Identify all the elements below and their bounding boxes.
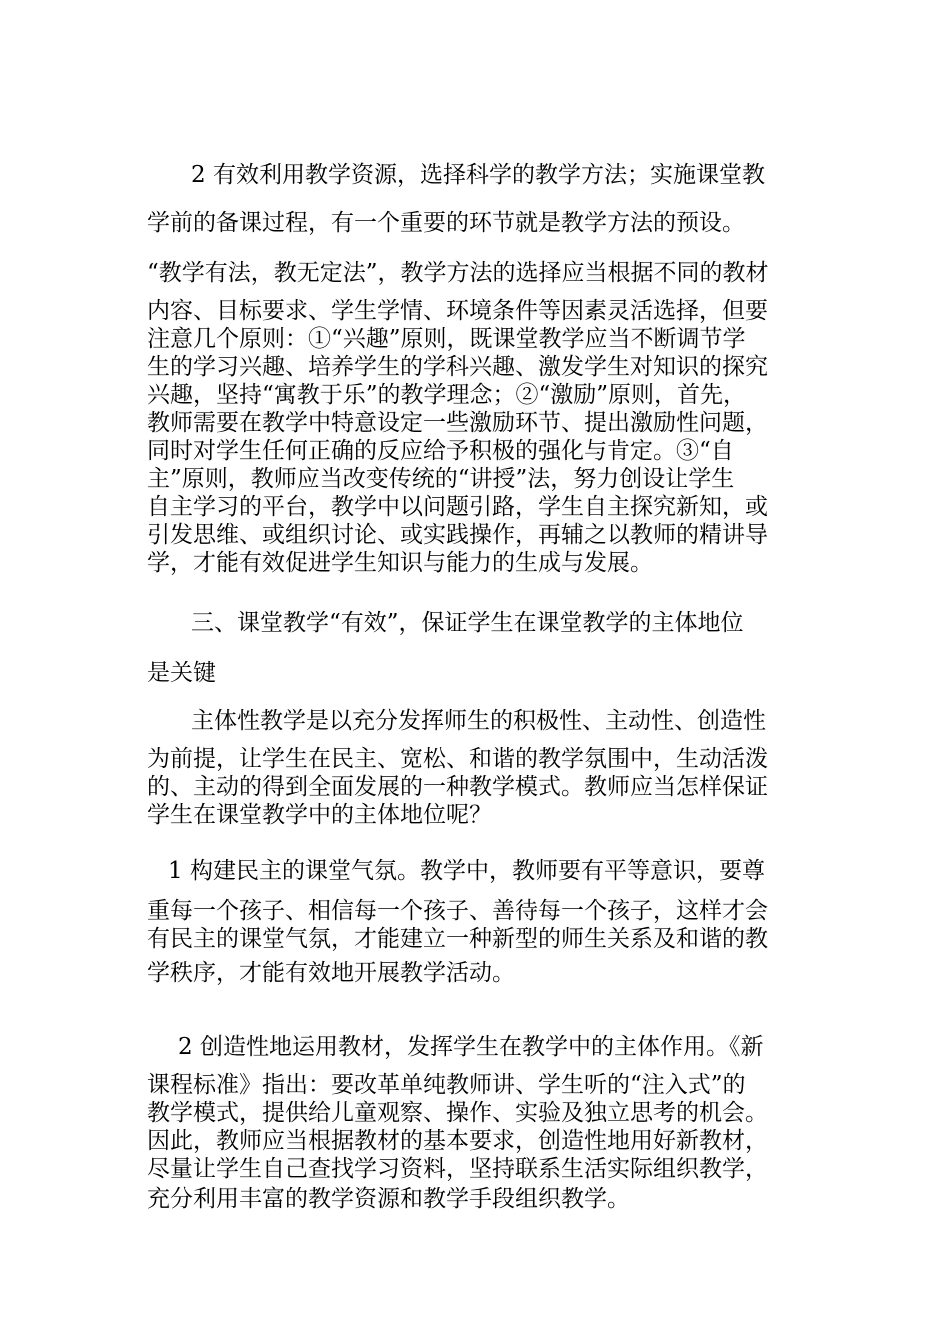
text-line: 教学模式，提供给儿童观察、操作、实验及独立思考的机会。 — [147, 1100, 768, 1126]
text-line: 2 创造性地运用教材，发挥学生在教学中的主体作用。《新 — [178, 1034, 764, 1060]
section-heading: 是关键 — [147, 660, 216, 686]
text-line: 引发思维、或组织讨论、或实践操作，再辅之以教师的精讲导 — [147, 522, 768, 548]
text-line: 学秩序，才能有效地开展教学活动。 — [147, 960, 515, 986]
text-line: 因此，教师应当根据教材的基本要求，创造性地用好新教材， — [147, 1128, 768, 1154]
text-line: 生的学习兴趣、培养学生的学科兴趣、激发学生对知识的探究 — [147, 354, 768, 380]
text-line: 教师需要在教学中特意设定一些激励环节、提出激励性问题， — [147, 410, 768, 436]
text-line: 重每一个孩子、相信每一个孩子、善待每一个孩子，这样才会 — [147, 898, 768, 924]
text-line: 充分利用丰富的教学资源和教学手段组织教学。 — [147, 1186, 630, 1212]
text-line: 学生在课堂教学中的主体地位呢？ — [147, 802, 492, 828]
text-line: 的、主动的得到全面发展的一种教学模式。教师应当怎样保证 — [147, 774, 768, 800]
text-line: 有民主的课堂气氛，才能建立一种新型的师生关系及和谐的教 — [147, 926, 768, 952]
text-line: 课程标准》指出：要改革单纯教师讲、学生听的“注入式”的 — [147, 1072, 746, 1098]
text-line: 学前的备课过程，有一个重要的环节就是教学方法的预设。 — [147, 210, 745, 236]
text-line: 1 构建民主的课堂气氛。教学中，教师要有平等意识，要尊 — [168, 858, 765, 884]
text-line: 2 有效利用教学资源，选择科学的教学方法；实施课堂教 — [191, 162, 765, 188]
text-line: 同时对学生任何正确的反应给予积极的强化与肯定。③“自 — [147, 438, 734, 464]
text-line: 注意几个原则：①“兴趣”原则，既课堂教学应当不断调节学 — [147, 326, 746, 352]
text-line: 兴趣，坚持“寓教于乐”的教学理念；②“激励”原则，首先， — [147, 382, 747, 408]
text-line: “教学有法，教无定法”，教学方法的选择应当根据不同的教材 — [147, 260, 769, 286]
section-heading: 三、课堂教学“有效”，保证学生在课堂教学的主体地位 — [191, 610, 744, 636]
text-line: 主”原则，教师应当改变传统的“讲授”法，努力创设让学生 — [147, 466, 735, 492]
text-line: 主体性教学是以充分发挥师生的积极性、主动性、创造性 — [191, 708, 766, 734]
text-line: 为前提，让学生在民主、宽松、和谐的教学氛围中，生动活泼 — [147, 746, 768, 772]
text-line: 内容、目标要求、学生学情、环境条件等因素灵活选择，但要 — [147, 298, 768, 324]
text-line: 学，才能有效促进学生知识与能力的生成与发展。 — [147, 550, 653, 576]
text-line: 尽量让学生自己查找学习资料，坚持联系生活实际组织教学， — [147, 1156, 768, 1182]
text-line: 自主学习的平台，教学中以问题引路，学生自主探究新知，或 — [147, 494, 768, 520]
